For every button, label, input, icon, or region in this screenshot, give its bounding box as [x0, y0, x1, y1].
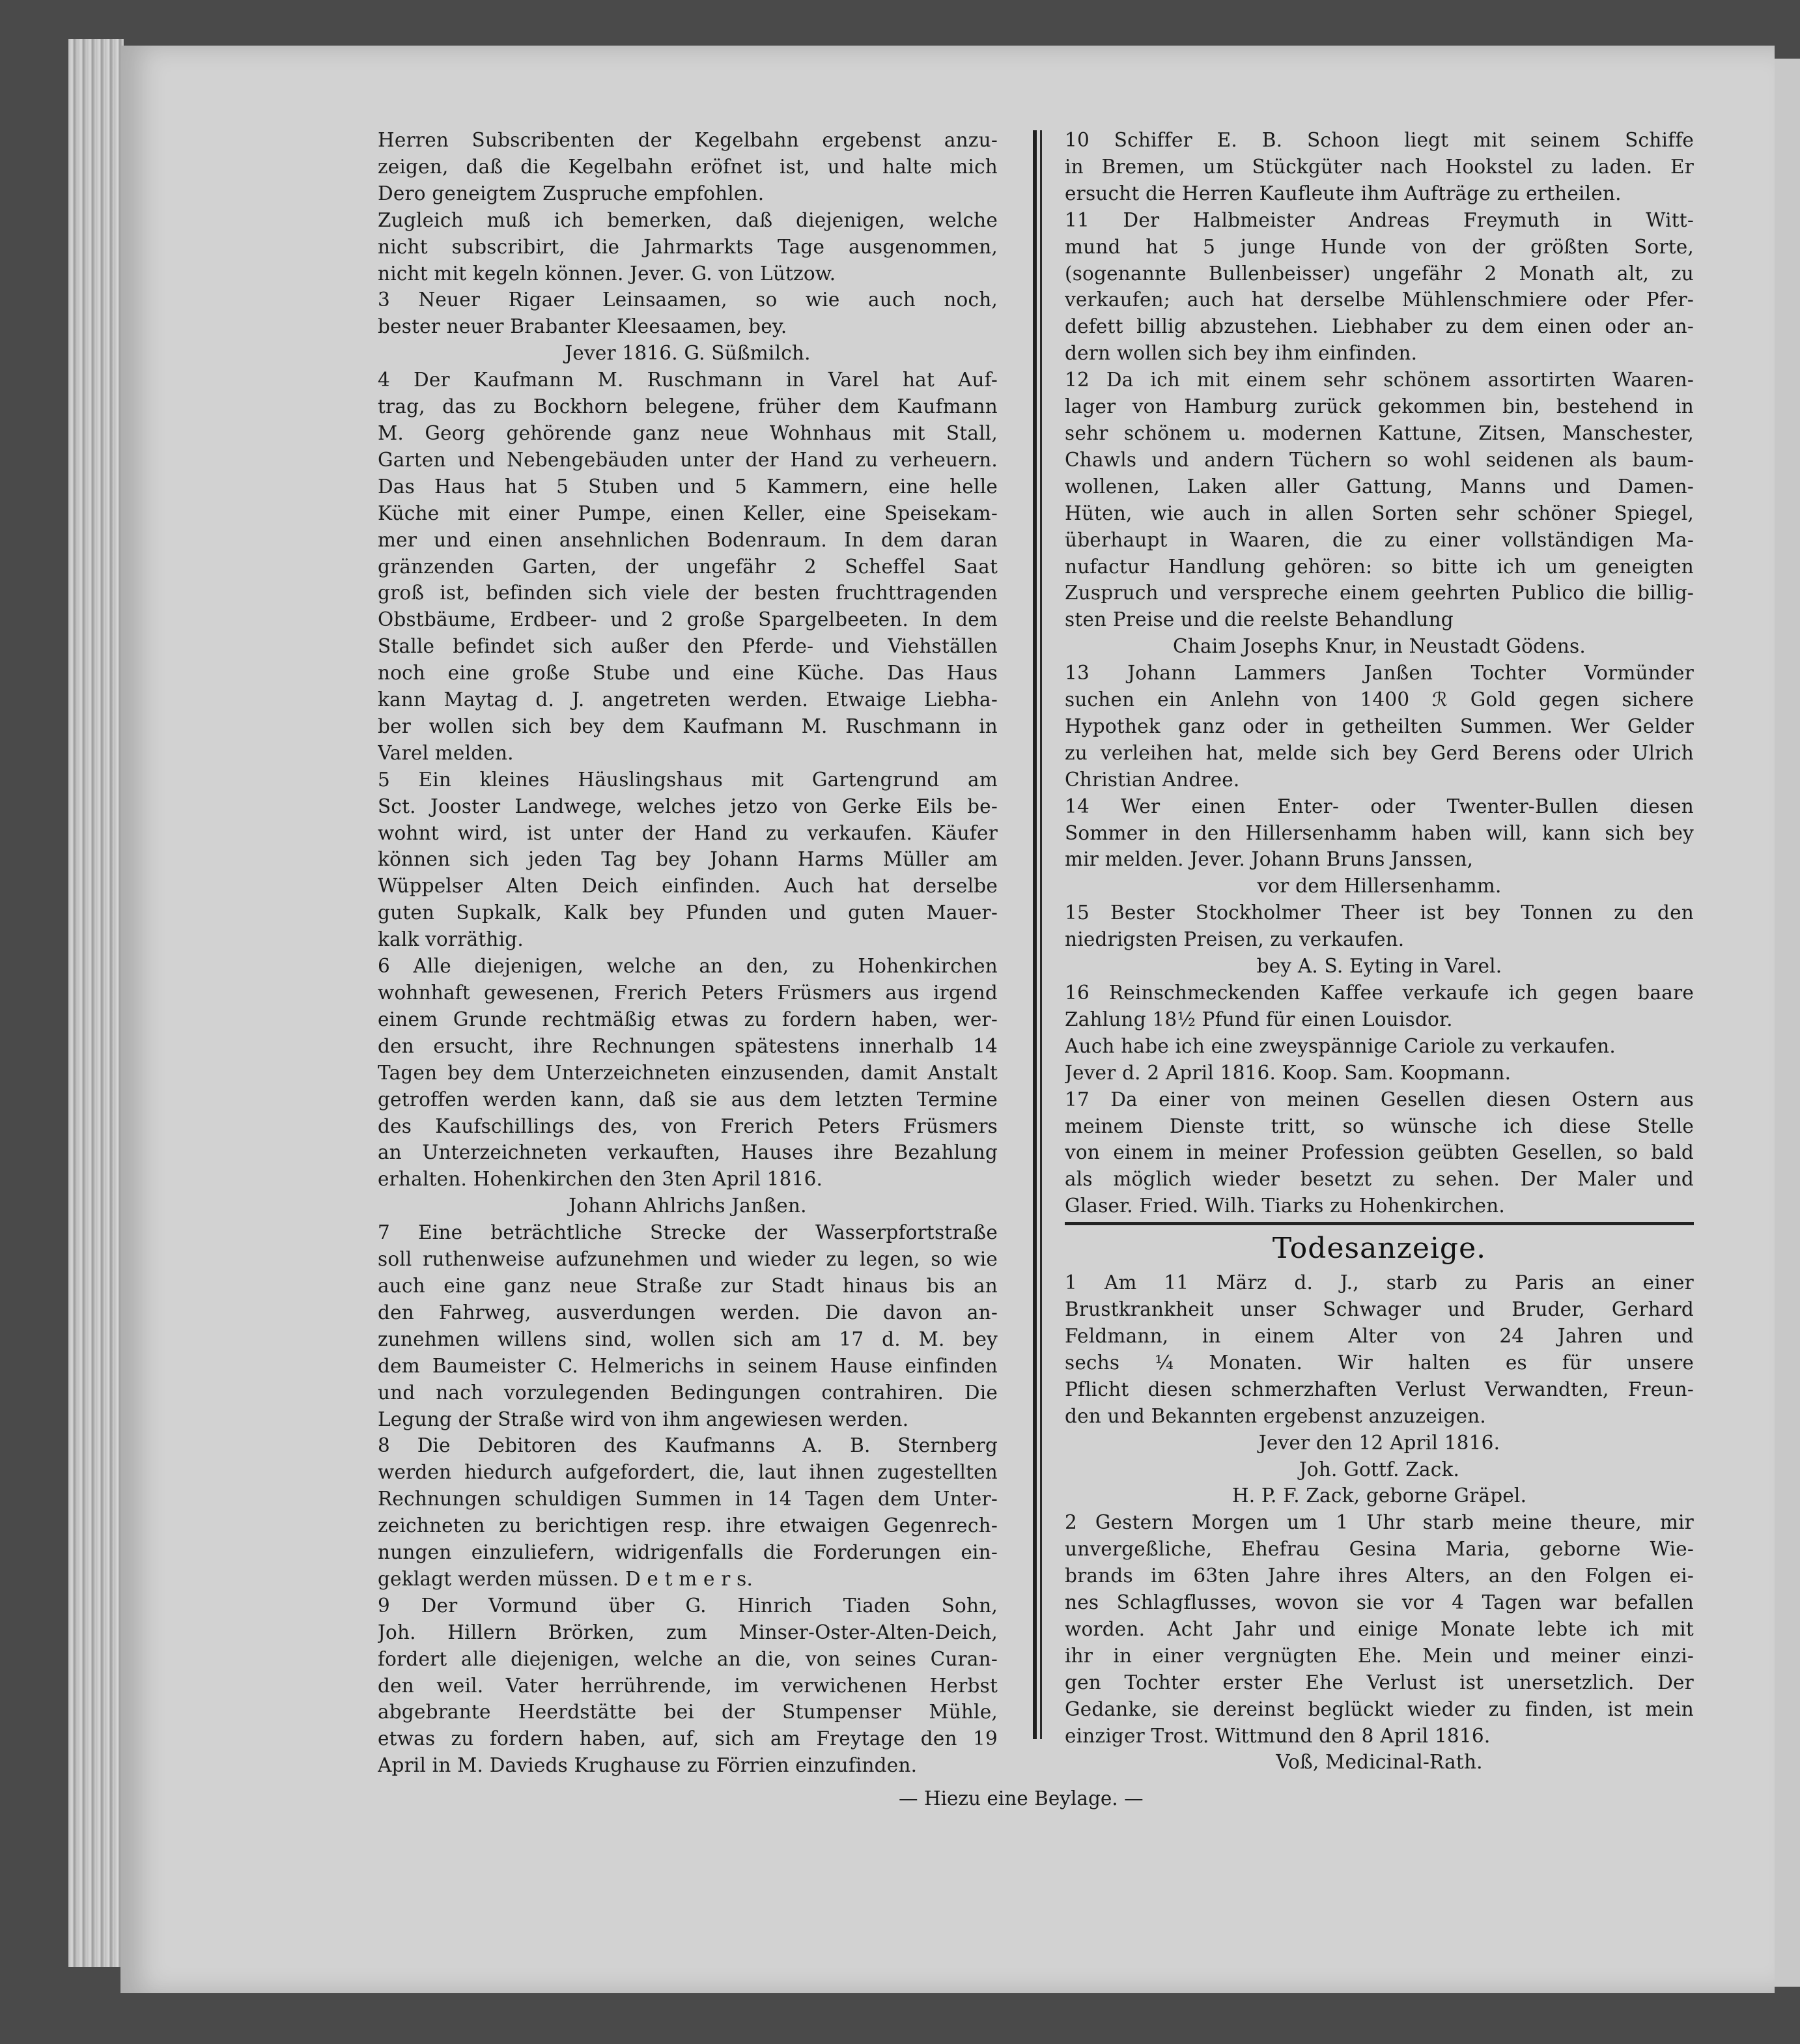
text-line: einziger Trost. Wittmund den 8 April 1816. — [1065, 1724, 1491, 1747]
text-line: Stalle befindet sich außer den Pferde- und Viehställen — [378, 635, 998, 658]
text-line: 8 Die Debitoren des Kaufmanns A. B. Sternberg — [378, 1434, 998, 1457]
text-line: wohnt wird, ist unter der Hand zu verkaufen. Käufer — [378, 821, 998, 844]
text-line: 13 Johann Lammers Janßen Tochter Vormünder — [1065, 662, 1694, 685]
text-line: 10 Schiffer E. B. Schoon liegt mit seinem Schiffe — [1065, 129, 1694, 151]
text-line: M. Georg gehörende ganz neue Wohnhaus mit Stall, — [378, 421, 998, 444]
text-line: sten Preise und die reelste Behandlung — [1065, 608, 1454, 631]
text-line: 12 Da ich mit einem sehr schönem assortirten Waaren- — [1065, 369, 1694, 391]
text-line: wollenen, Laken aller Gattung, Manns und Damen- — [1065, 475, 1694, 498]
text-line: Pflicht diesen schmerzhaften Verlust Verwandten, Freun- — [1065, 1378, 1694, 1400]
text-line: Jever den 12 April 1816. — [1258, 1431, 1500, 1454]
text-line: sechs ¼ Monaten. Wir halten es für unsere — [1065, 1351, 1694, 1374]
text-line: dem Baumeister C. Helmerichs in seinem Hause einfinden — [378, 1354, 998, 1377]
text-line: April in M. Davieds Krughause zu Förrien einzufinden. — [378, 1754, 918, 1777]
text-line: 16 Reinschmeckenden Kaffee verkaufe ich gegen baare — [1065, 982, 1694, 1004]
death-notice-heading: Todesanzeige. — [1272, 1232, 1487, 1266]
text-line: zu verleihen hat, melde sich bey Gerd Berens oder Ulrich — [1065, 741, 1694, 764]
text-line: Legung der Straße wird von ihm angewiesen werden. — [378, 1408, 909, 1430]
text-line: niedrigsten Preisen, zu verkaufen. — [1065, 928, 1405, 951]
text-line: des Kaufschillings des, von Frerich Peters Früsmers — [378, 1114, 998, 1137]
text-line: als möglich wieder besetzt zu sehen. Der Maler und — [1065, 1168, 1694, 1191]
text-line: sehr schönem u. modernen Kattune, Zitsen, Manschester, — [1065, 421, 1694, 444]
text-line: worden. Acht Jahr und einige Monate lebte ich mit — [1065, 1617, 1694, 1640]
column-divider-thin — [1040, 130, 1042, 1739]
text-line: geklagt werden müssen. D e t m e r s. — [378, 1567, 753, 1590]
text-line: werden hiedurch aufgefordert, die, laut ihnen zugestellten — [378, 1461, 998, 1484]
text-line: und nach vorzulegenden Bedingungen contrahiren. Die — [378, 1381, 998, 1404]
section-rule — [1065, 1222, 1694, 1225]
text-line: nufactur Handlung gehören: so bitte ich um geneigten — [1065, 555, 1694, 578]
text-line: Gedanke, sie dereinst beglückt wieder zu finden, ist mein — [1065, 1697, 1694, 1720]
text-line: Zugleich muß ich bemerken, daß diejenigen, welche — [378, 208, 998, 231]
text-line: bey A. S. Eyting in Varel. — [1256, 955, 1502, 978]
text-line: zunehmen willens sind, wollen sich am 17 d. M. bey — [378, 1327, 998, 1350]
text-line: Zuspruch und verspreche einem geehrten Publico die billig- — [1065, 582, 1694, 604]
text-line: gen Tochter erster Ehe Verlust ist unersetzlich. Der — [1065, 1671, 1694, 1694]
text-line: trag, das zu Bockhorn belegene, früher dem Kaufmann — [378, 395, 998, 418]
text-line: Garten und Nebengebäuden unter der Hand zu verheuern. — [378, 448, 998, 471]
text-line: Zahlung 18½ Pfund für einen Louisdor. — [1065, 1008, 1453, 1030]
text-line: Hüten, wie auch in allen Sorten sehr schöner Spiegel, — [1065, 502, 1694, 524]
text-line: auch eine ganz neue Straße zur Stadt hinaus bis an — [378, 1274, 998, 1297]
text-line: nicht subscribirt, die Jahrmarkts Tage ausgenommen, — [378, 235, 998, 258]
text-line: Joh. Gottf. Zack. — [1299, 1458, 1460, 1481]
text-line: noch eine große Stube und eine Küche. Das Haus — [378, 662, 998, 685]
text-line: Johann Ahlrichs Janßen. — [569, 1195, 807, 1217]
text-line: Auch habe ich eine zweyspännige Cariole zu verkaufen. — [1065, 1034, 1616, 1057]
text-line: dern wollen sich bey ihm einfinden. — [1065, 342, 1418, 365]
death-notices — [1065, 1270, 1694, 1776]
text-line: H. P. F. Zack, geborne Gräpel. — [1231, 1484, 1527, 1507]
left-column — [378, 127, 998, 1779]
text-line: Varel melden. — [378, 741, 514, 764]
text-line: den und Bekannten ergebenst anzuzeigen. — [1065, 1404, 1486, 1427]
text-line: Hypothek ganz oder in getheilten Summen. Wer Gelder — [1065, 715, 1694, 737]
text-line: Joh. Hillern Brörken, zum Minser-Oster-Alten-Deich, — [378, 1621, 998, 1643]
text-line: 6 Alle diejenigen, welche an den, zu Hohenkirchen — [378, 955, 998, 978]
text-line: Voß, Medicinal-Rath. — [1276, 1751, 1483, 1774]
text-line: Küche mit einer Pumpe, einen Keller, eine Speisekam- — [378, 502, 998, 524]
text-line: 11 Der Halbmeister Andreas Freymuth in Witt- — [1065, 208, 1694, 231]
text-line: Chawls und andern Tüchern so wohl seidenen als baum- — [1065, 448, 1694, 471]
supplement-note: — Hiezu eine Beylage. — — [899, 1787, 1144, 1810]
text-line: brands im 63ten Jahre ihres Alters, an den Folgen ei- — [1065, 1565, 1694, 1587]
text-line: groß ist, befinden sich viele der besten fruchttragenden — [378, 582, 998, 604]
text-line: suchen ein Anlehn von 1400 ℛ Gold gegen sichere — [1065, 688, 1694, 711]
text-line: defett billig abzustehen. Liebhaber zu dem einen oder an- — [1065, 315, 1694, 338]
right-column — [1065, 127, 1694, 1776]
text-line: zeigen, daß die Kegelbahn eröfnet ist, und halte mich — [378, 155, 998, 178]
text-line: etwas zu fordern haben, auf, sich am Freytage den 19 — [378, 1727, 998, 1750]
text-line: wohnhaft gewesenen, Frerich Peters Früsmers aus irgend — [378, 982, 998, 1004]
text-line: den ersucht, ihre Rechnungen spätestens innerhalb 14 — [378, 1034, 998, 1057]
text-line: vor dem Hillersenhamm. — [1257, 875, 1502, 898]
text-line: Obstbäume, Erdbeer- und 2 große Spargelbeeten. In dem — [378, 608, 998, 631]
text-line: 5 Ein kleines Häuslingshaus mit Gartengrund am — [378, 768, 998, 791]
text-line: Sct. Jooster Landwege, welches jetzo von Gerke Eils be- — [378, 795, 998, 817]
text-line: gränzenden Garten, der ungefähr 2 Scheffel Saat — [378, 555, 998, 578]
text-line: ber wollen sich bey dem Kaufmann M. Ruschmann in — [378, 715, 998, 737]
text-line: verkaufen; auch hat derselbe Mühlenschmiere oder Pfer- — [1065, 289, 1694, 311]
text-line: 9 Der Vormund über G. Hinrich Tiaden Sohn, — [378, 1594, 998, 1617]
text-line: nungen einzuliefern, widrigenfalls die Forderungen ein- — [378, 1541, 998, 1564]
text-line: Glaser. Fried. Wilh. Tiarks zu Hohenkirchen. — [1065, 1195, 1505, 1217]
text-line: 3 Neuer Rigaer Leinsaamen, so wie auch noch, — [378, 289, 998, 311]
text-line: Feldmann, in einem Alter von 24 Jahren und — [1065, 1324, 1694, 1347]
text-line: überhaupt in Waaren, die zu einer vollständigen Ma- — [1065, 528, 1694, 551]
text-line: Jever d. 2 April 1816. Koop. Sam. Koopmann. — [1065, 1061, 1512, 1084]
text-line: ersucht die Herren Kaufleute ihm Aufträge zu ertheilen. — [1065, 182, 1622, 205]
text-line: Dero geneigtem Zuspruche empfohlen. — [378, 182, 765, 205]
text-line: nes Schlagflusses, wovon sie vor 4 Tagen war befallen — [1065, 1591, 1694, 1614]
text-line: 1 Am 11 März d. J., starb zu Paris an einer — [1065, 1271, 1694, 1294]
text-line: lager von Hamburg zurück gekommen bin, bestehend in — [1065, 395, 1694, 418]
text-line: meinem Dienste tritt, so wünsche ich diese Stelle — [1065, 1114, 1694, 1137]
text-line: einem Grunde rechtmäßig etwas zu fordern haben, wer- — [378, 1008, 998, 1030]
text-line: soll ruthenweise aufzunehmen und wieder zu legen, so wie — [378, 1248, 998, 1271]
text-line: zeichneten zu berichtigen resp. ihre etwaigen Gegenrech- — [378, 1514, 998, 1537]
advertisements-right — [1065, 127, 1694, 1219]
text-line: 7 Eine beträchtliche Strecke der Wasserpfortstraße — [378, 1221, 998, 1244]
book-page-edges — [68, 39, 124, 1967]
text-line: erhalten. Hohenkirchen den 3ten April 1816. — [378, 1168, 823, 1191]
text-line: unvergeßliche, Ehefrau Gesina Maria, geborne Wie- — [1065, 1538, 1694, 1561]
text-line: nicht mit kegeln können. Jever. G. von Lützow. — [378, 262, 836, 285]
text-line: abgebrante Heerdstätte bei der Stumpenser Mühle, — [378, 1701, 998, 1724]
text-line: kann Maytag d. J. angetreten werden. Etwaige Liebha- — [378, 688, 998, 711]
text-line: Herren Subscribenten der Kegelbahn ergebenst anzu- — [378, 129, 998, 151]
text-line: 14 Wer einen Enter- oder Twenter-Bullen diesen — [1065, 795, 1694, 817]
text-line: Sommer in den Hillersenhamm haben will, kann sich bey — [1065, 821, 1694, 844]
text-line: kalk vorräthig. — [378, 928, 524, 951]
text-line: können sich jeden Tag bey Johann Harms Müller am — [378, 848, 998, 871]
text-line: 2 Gestern Morgen um 1 Uhr starb meine theure, mir — [1065, 1511, 1694, 1534]
text-line: getroffen werden kann, daß sie aus dem letzten Termine — [378, 1088, 998, 1111]
text-line: Rechnungen schuldigen Summen in 14 Tagen dem Unter- — [378, 1488, 998, 1511]
text-line: mund hat 5 junge Hunde von der größten Sorte, — [1065, 235, 1694, 258]
text-line: Das Haus hat 5 Stuben und 5 Kammern, eine helle — [378, 475, 998, 498]
text-line: Christian Andree. — [1065, 768, 1240, 791]
text-line: den Fahrweg, ausverdungen werden. Die davon an- — [378, 1301, 998, 1324]
text-line: von einem in meiner Profession geübten Gesellen, so bald — [1065, 1141, 1694, 1164]
text-line: fordert alle diejenigen, welche an die, von seines Curan- — [378, 1647, 998, 1670]
text-line: Brustkrankheit unser Schwager und Bruder, Gerhard — [1065, 1298, 1694, 1321]
text-line: ihr in einer vergnügten Ehe. Mein und meiner einzi- — [1065, 1644, 1694, 1667]
text-line: Chaim Josephs Knur, in Neustadt Gödens. — [1173, 635, 1586, 658]
text-line: Tagen bey dem Unterzeichneten einzusenden, damit Anstalt — [378, 1061, 998, 1084]
text-line: mir melden. Jever. Johann Bruns Janssen, — [1065, 848, 1474, 871]
adjacent-page-edge — [1775, 59, 1800, 1987]
text-line: Wüppelser Alten Deich einfinden. Auch hat derselbe — [378, 875, 998, 898]
text-line: 17 Da einer von meinen Gesellen diesen Ostern aus — [1065, 1088, 1694, 1111]
text-line: bester neuer Brabanter Kleesaamen, bey. — [378, 315, 787, 338]
text-line: guten Supkalk, Kalk bey Pfunden und guten Mauer- — [378, 901, 998, 924]
text-line: 15 Bester Stockholmer Theer ist bey Tonnen zu den — [1065, 901, 1694, 924]
text-line: den weil. Vater herrührende, im verwichenen Herbst — [378, 1674, 998, 1697]
text-line: in Bremen, um Stückgüter nach Hookstel zu laden. Er — [1065, 155, 1694, 178]
text-line: mer und einen ansehnlichen Bodenraum. In dem daran — [378, 528, 998, 551]
text-line: 4 Der Kaufmann M. Ruschmann in Varel hat Auf- — [378, 369, 998, 391]
column-divider — [1033, 130, 1037, 1739]
text-line: an Unterzeichneten verkauften, Hauses ihre Bezahlung — [378, 1141, 998, 1164]
text-line: (sogenannte Bullenbeisser) ungefähr 2 Monath alt, zu — [1065, 262, 1694, 285]
text-line: Jever 1816. G. Süßmilch. — [565, 342, 811, 365]
